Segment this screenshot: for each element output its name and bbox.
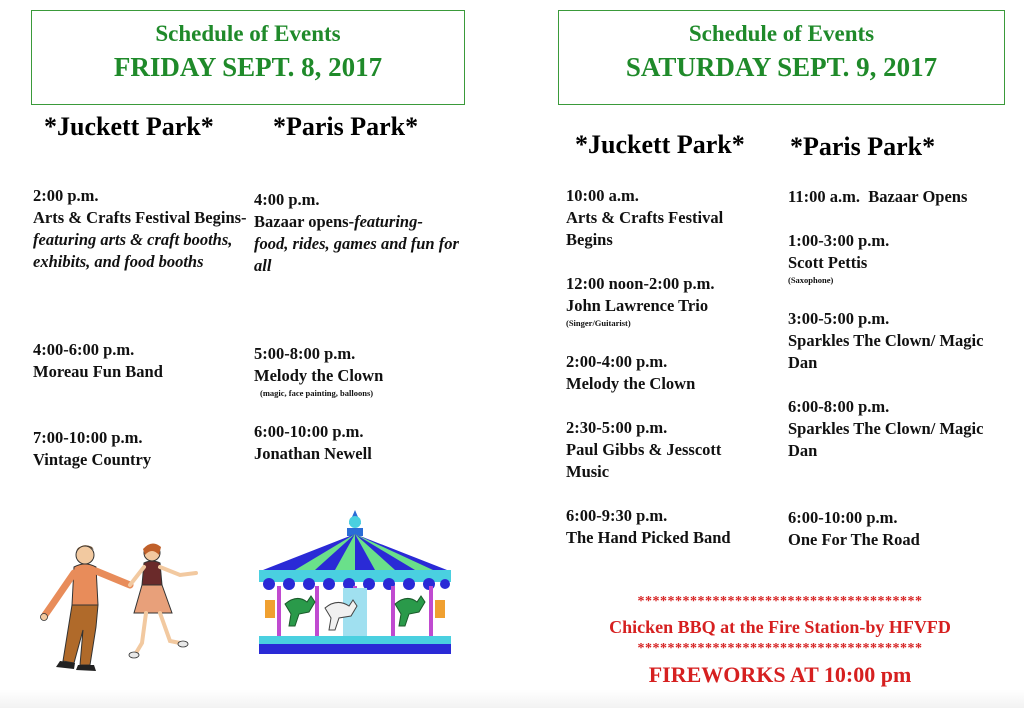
event-description: Sparkles The Clown/ Magic Dan	[788, 331, 984, 372]
event-note: (Saxophone)	[788, 275, 834, 285]
event-time: 10:00 a.m.	[566, 186, 639, 205]
carousel-illustration	[255, 508, 455, 656]
event-time: 2:30-5:00 p.m.	[566, 418, 668, 437]
event-description: Bazaar Opens	[868, 187, 968, 206]
saturday-juckett-event	[566, 273, 766, 329]
event-time: 6:00-10:00 p.m.	[788, 508, 898, 527]
saturday-juckett-event	[566, 185, 766, 251]
stars-divider-bottom: **************************************	[637, 641, 923, 656]
event-time: 1:00-3:00 p.m.	[788, 231, 890, 250]
saturday-paris-event	[788, 308, 988, 374]
event-time: 3:00-5:00 p.m.	[788, 309, 890, 328]
saturday-paris-event	[788, 186, 1013, 208]
saturday-header	[558, 10, 1005, 105]
event-description: Jonathan Newell	[254, 444, 372, 463]
dancing-couple-illustration	[30, 535, 210, 680]
event-description: Arts & Crafts Festival Begins	[566, 208, 724, 249]
event-time: 12:00 noon-2:00 p.m.	[566, 274, 715, 293]
event-time: 5:00-8:00 p.m.	[254, 344, 356, 363]
saturday-juckett-event	[566, 505, 766, 549]
event-time: 6:00-10:00 p.m.	[254, 422, 364, 441]
friday-paris-title: *Paris Park*	[273, 112, 419, 141]
event-note: (magic, face painting, balloons)	[260, 388, 374, 398]
saturday-paris-title: *Paris Park*	[790, 132, 936, 161]
saturday-paris-event	[788, 507, 1008, 551]
event-description: John Lawrence Trio	[566, 296, 709, 315]
event-description: One For The Road	[788, 530, 920, 549]
stars-divider-top: **************************************	[637, 594, 923, 609]
event-description: Scott Pettis	[788, 253, 868, 272]
saturday-paris-event	[788, 396, 988, 462]
event-description: Arts & Crafts Festival Begins-featuring arts & craft booths, exhibits, and food booths	[33, 208, 247, 271]
event-description: Melody the Clown	[254, 366, 384, 385]
saturday-juckett-event	[566, 351, 766, 395]
event-time: 6:00-8:00 p.m.	[788, 397, 890, 416]
event-description: Paul Gibbs & Jesscott Music	[566, 440, 722, 481]
saturday-header-title: Schedule of Events	[688, 21, 875, 46]
event-description: Melody the Clown	[566, 374, 696, 393]
friday-header	[31, 10, 465, 105]
friday-paris-event	[254, 189, 459, 277]
friday-header-date: FRIDAY SEPT. 8, 2017	[113, 52, 383, 82]
saturday-juckett-event	[566, 417, 766, 483]
event-time: 6:00-9:30 p.m.	[566, 506, 668, 525]
friday-juckett-event	[33, 339, 248, 383]
friday-paris-event	[254, 421, 459, 465]
friday-juckett-event	[33, 427, 248, 471]
event-note: (Singer/Guitarist)	[566, 318, 631, 328]
event-time: 4:00-6:00 p.m.	[33, 340, 135, 359]
bbq-notice: Chicken BBQ at the Fire Station-by HFVFD	[609, 617, 951, 637]
event-time: 4:00 p.m.	[254, 190, 320, 209]
event-description: The Hand Picked Band	[566, 528, 731, 547]
event-description: Vintage Country	[33, 450, 152, 469]
friday-juckett-event	[33, 185, 248, 273]
event-description: Moreau Fun Band	[33, 362, 163, 381]
page-bottom-edge	[0, 690, 1024, 708]
event-time: 11:00 a.m.	[788, 187, 860, 206]
event-description: Bazaar opens-featuring- food, rides, games and fun for all	[254, 212, 459, 275]
event-time: 2:00 p.m.	[33, 186, 99, 205]
friday-juckett-title: *Juckett Park*	[44, 112, 214, 141]
saturday-juckett-title: *Juckett Park*	[575, 130, 745, 159]
event-description: Sparkles The Clown/ Magic Dan	[788, 419, 984, 460]
fireworks-notice: FIREWORKS AT 10:00 pm	[648, 662, 912, 687]
saturday-header-date: SATURDAY SEPT. 9, 2017	[625, 52, 938, 82]
friday-paris-event	[254, 343, 459, 399]
saturday-paris-event	[788, 230, 988, 286]
event-time: 2:00-4:00 p.m.	[566, 352, 668, 371]
event-time: 7:00-10:00 p.m.	[33, 428, 143, 447]
friday-header-title: Schedule of Events	[155, 21, 341, 46]
